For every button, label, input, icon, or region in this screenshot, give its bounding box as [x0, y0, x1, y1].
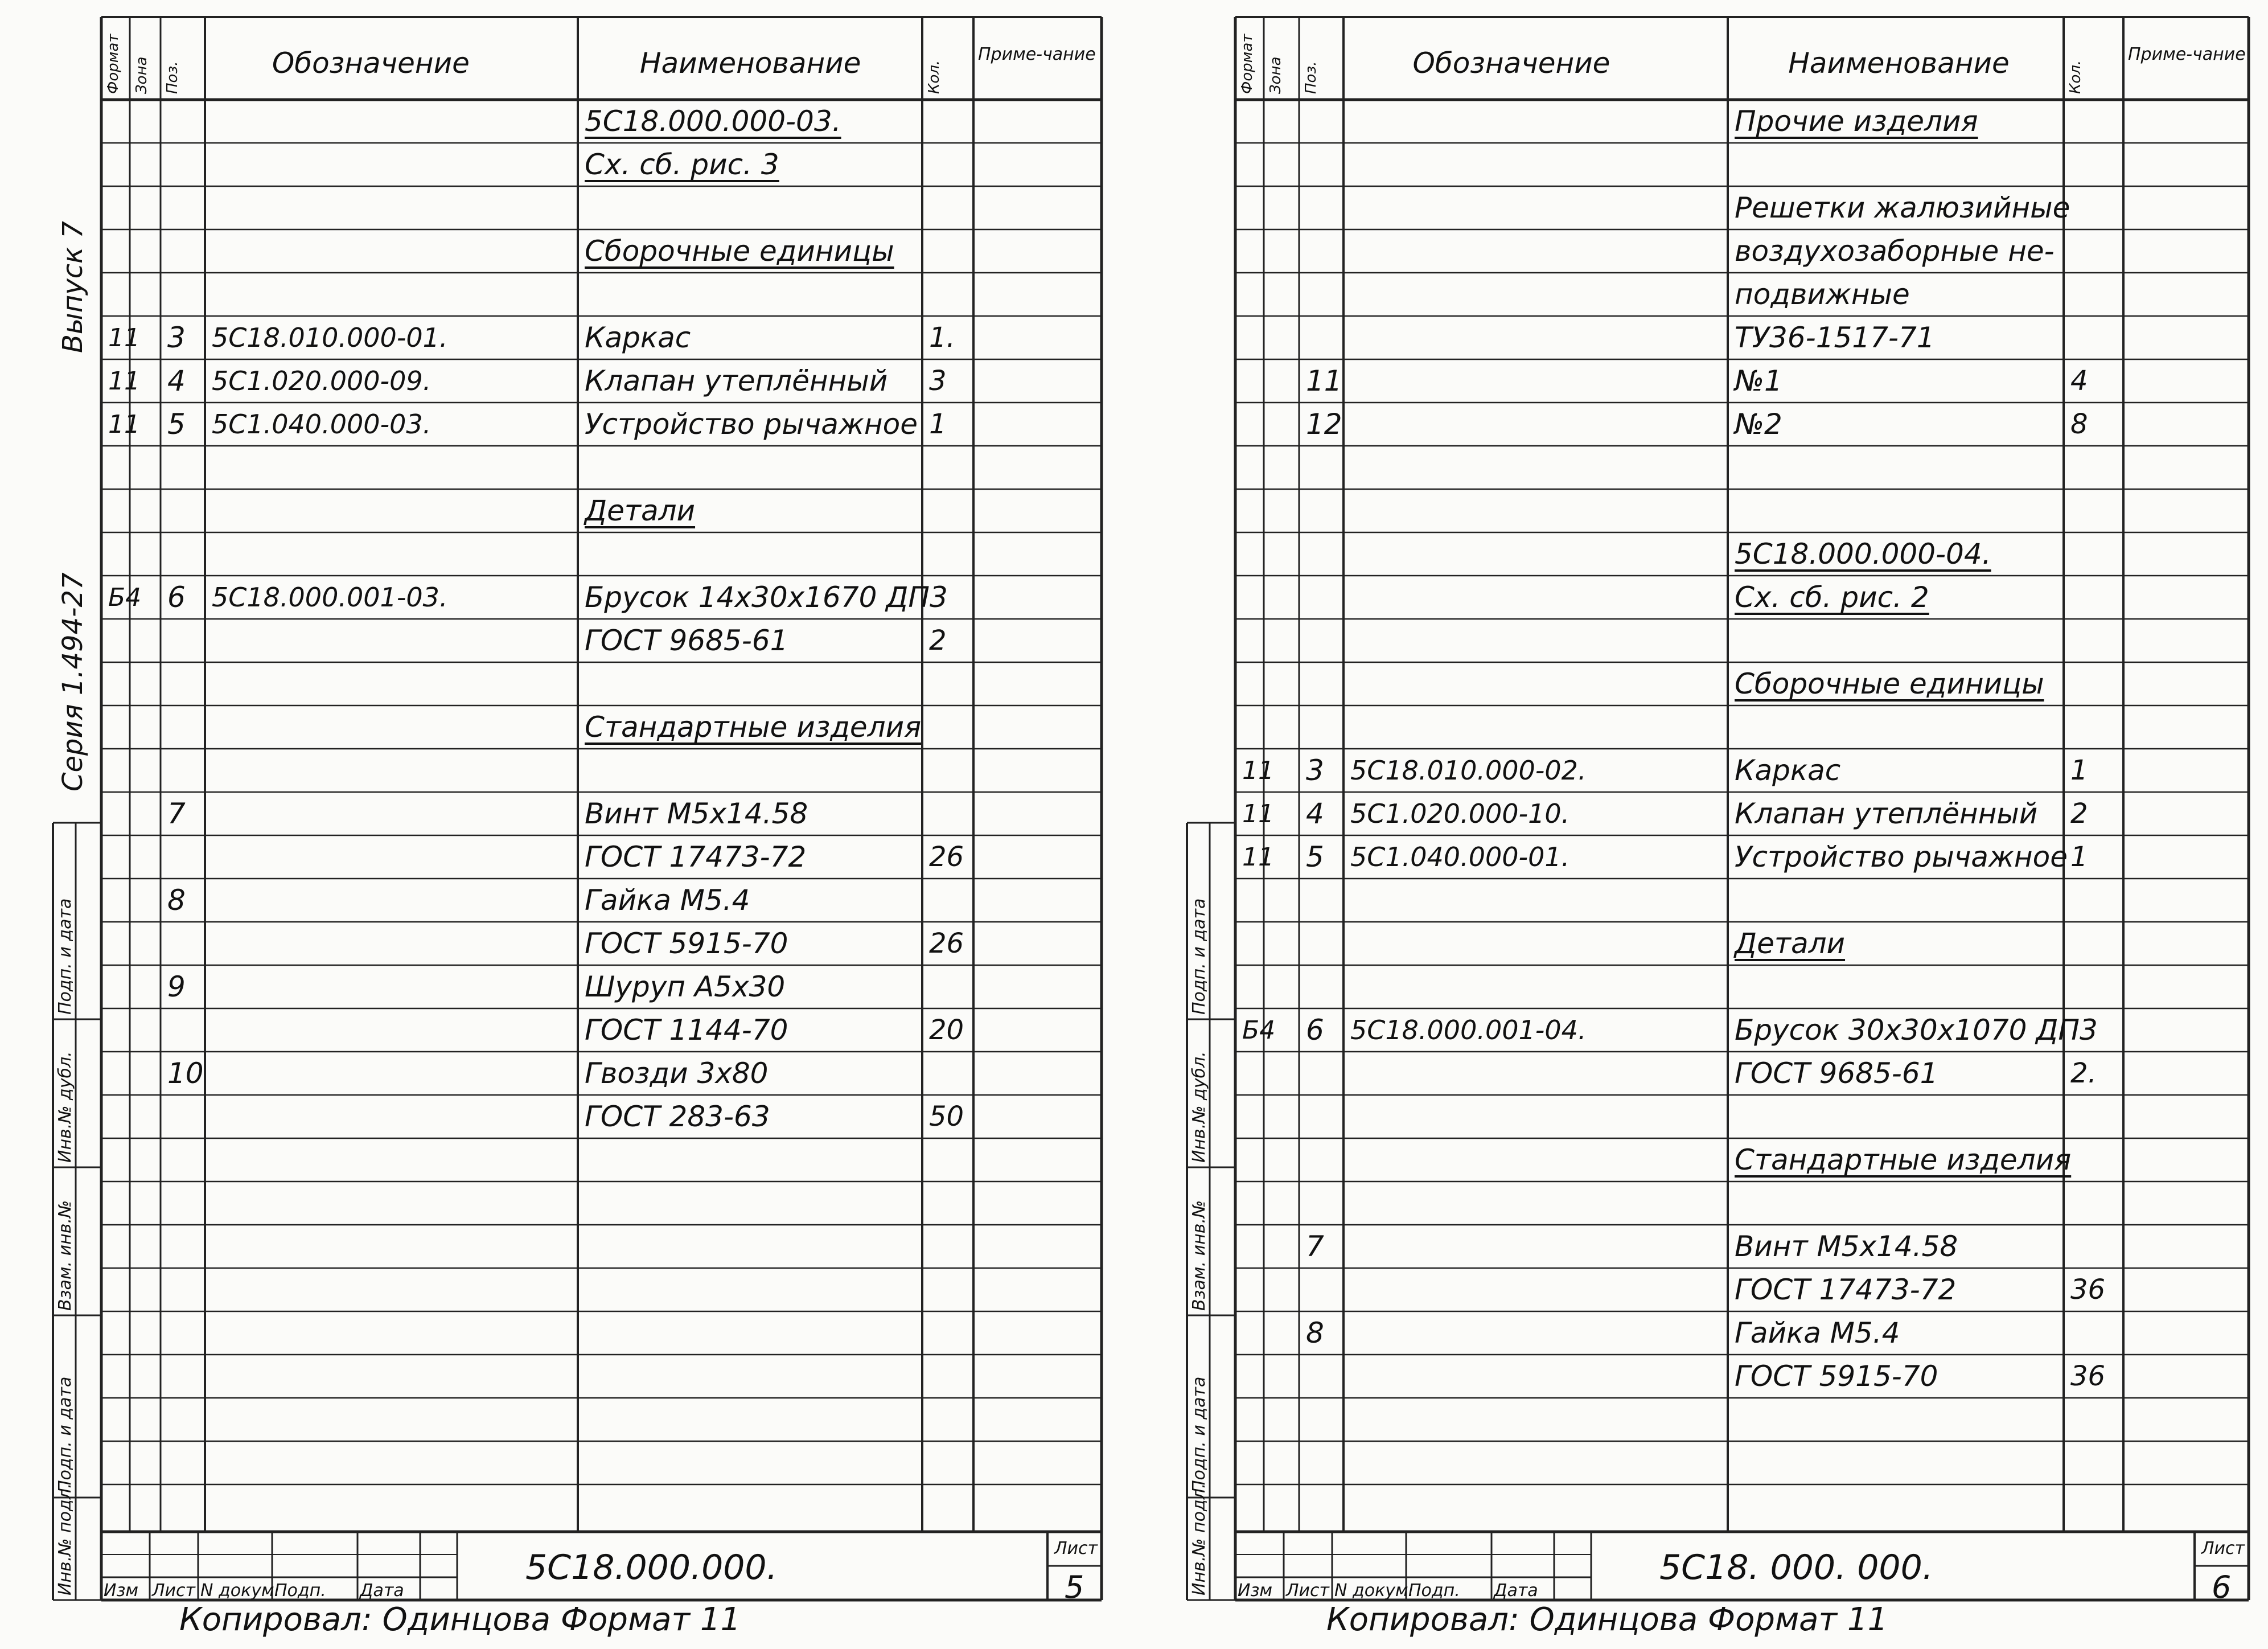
table-row	[1144, 359, 2260, 403]
cell-name: Брусок 30х30х1070 ДП3	[1735, 1014, 2098, 1047]
table-row	[1144, 1095, 2260, 1138]
cell-qty: 2	[929, 625, 947, 657]
cell-designation: 5С1.020.000-10.	[1350, 798, 1570, 829]
cell-pos: 7	[1306, 1230, 1324, 1263]
table-row	[1144, 1398, 2260, 1441]
stamp-col-label: Дата	[360, 1581, 404, 1601]
cell-qty: 20	[929, 1014, 964, 1046]
cell-name: Устройство рычажное	[585, 408, 918, 441]
side-label: Подп. и дата	[55, 898, 75, 1015]
left-spec-sheet	[0, 17, 1116, 1638]
cell-qty: 26	[929, 841, 964, 873]
cell-name: Винт М5х14.58	[585, 797, 808, 830]
cell-designation: 5С1.020.000-09.	[212, 366, 432, 396]
table-row	[0, 879, 1116, 922]
table-row	[1144, 143, 2260, 186]
stamp-col-label: Изм	[104, 1581, 139, 1601]
table-row	[1144, 1311, 2260, 1355]
cell-name: Решетки жалюзийные	[1735, 191, 2070, 224]
table-row	[0, 1095, 1116, 1138]
cell-qty: 3	[929, 365, 947, 397]
cell-name: Шуруп А5х30	[585, 970, 786, 1003]
table-row	[0, 1311, 1116, 1355]
table-row	[0, 705, 1116, 749]
cell-qty: 36	[2070, 1274, 2106, 1306]
cell-qty: 2.	[2070, 1057, 2097, 1089]
side-label: Подп. и дата	[1189, 898, 1209, 1015]
cell-name: ГОСТ 5915-70	[1735, 1360, 1938, 1393]
cell-qty: 1	[929, 408, 947, 440]
cell-qty: 8	[2070, 408, 2088, 440]
cell-designation: 5С18.000.001-04.	[1350, 1015, 1587, 1045]
cell-pos: 6	[167, 581, 186, 614]
table-row	[0, 446, 1116, 489]
header-designation: Обозначение	[1412, 47, 1610, 80]
table-row	[1144, 446, 2260, 489]
stamp-sheet-label: Лист	[1054, 1539, 1098, 1558]
table-row	[0, 143, 1116, 186]
table-row	[1144, 965, 2260, 1008]
header-note: Приме-чание	[2128, 44, 2246, 64]
header-designation: Обозначение	[272, 47, 470, 80]
cell-designation: 5С18.010.000-01.	[212, 322, 448, 353]
table-row	[0, 359, 1116, 403]
table-row	[0, 662, 1116, 705]
table-row	[1144, 1182, 2260, 1225]
cell-pos: 5	[1306, 840, 1324, 873]
table-row	[1144, 1355, 2260, 1398]
copied-by-footer: Копировал: Одинцова Формат 11	[1326, 1601, 1888, 1638]
header-name: Наименование	[1788, 47, 2010, 80]
cell-name: Гайка М5.4	[1735, 1316, 1900, 1349]
table-row	[1144, 316, 2260, 359]
table-row	[1144, 1268, 2260, 1311]
cell-name: Детали	[1735, 927, 1846, 960]
table-row	[0, 1441, 1116, 1484]
cell-designation: 5С18.010.000-02.	[1350, 755, 1587, 786]
cell-pos: 5	[167, 408, 186, 441]
cell-name: ГОСТ 9685-61	[585, 624, 788, 657]
cell-name: Клапан утеплённый	[1735, 797, 2038, 830]
table-row	[0, 619, 1116, 662]
copied-by-footer: Копировал: Одинцова Формат 11	[179, 1601, 741, 1638]
cell-name: ГОСТ 5915-70	[585, 927, 788, 960]
cell-name: Сборочные единицы	[585, 235, 894, 268]
cell-name: Каркас	[1735, 754, 1841, 787]
table-row	[1144, 576, 2260, 619]
table-row	[1144, 1052, 2260, 1095]
cell-name: Клапан утеплённый	[585, 364, 888, 397]
cell-name: ТУ36-1517-71	[1735, 321, 1935, 354]
cell-name: подвижные	[1735, 278, 1910, 311]
cell-name: Устройство рычажное	[1735, 840, 2068, 873]
stamp-col-label: Лист	[152, 1581, 196, 1601]
stamp-col-label: N докум.	[1334, 1581, 1414, 1601]
side-label: Подп. и дата	[55, 1376, 75, 1493]
stamp-designation: 5С18.000.000.	[525, 1548, 778, 1588]
table-row	[1144, 619, 2260, 662]
cell-qty: 4	[2070, 365, 2088, 397]
table-row	[1144, 922, 2260, 965]
table-row	[0, 229, 1116, 273]
cell-qty: 1	[2070, 841, 2088, 873]
cell-name: Гайка М5.4	[585, 884, 750, 917]
table-row	[0, 1355, 1116, 1398]
table-row	[0, 1182, 1116, 1225]
cell-designation: 5С1.040.000-03.	[212, 409, 432, 440]
side-label: Инв.№ дубл.	[55, 1051, 75, 1163]
table-row	[1144, 489, 2260, 532]
table-row	[0, 1138, 1116, 1182]
table-row	[1144, 705, 2260, 749]
side-label: Инв.№ подл.	[55, 1483, 75, 1595]
cell-qty: 1	[2070, 754, 2088, 786]
cell-name: ГОСТ 283-63	[585, 1100, 770, 1133]
cell-name: 5С18.000.000-04.	[1735, 538, 1991, 571]
cell-pos: 4	[167, 364, 186, 397]
cell-pos: 12	[1306, 408, 1342, 441]
cell-name: №1	[1735, 364, 1782, 397]
cell-format: 11	[108, 323, 140, 352]
cell-pos: 8	[1306, 1316, 1324, 1349]
table-row	[1144, 879, 2260, 922]
table-row	[1144, 100, 2260, 143]
table-row	[0, 403, 1116, 446]
cell-name: воздухозаборные не-	[1735, 235, 2055, 268]
stamp-col-label: N докум.	[200, 1581, 280, 1601]
cell-name: Гвозди 3х80	[585, 1057, 769, 1090]
issue-annotation: Выпуск 7	[57, 221, 89, 353]
table-row	[0, 100, 1116, 143]
cell-pos: 3	[1306, 754, 1324, 787]
cell-name: ГОСТ 1144-70	[585, 1014, 788, 1047]
table-row	[1144, 662, 2260, 705]
cell-qty: 1.	[929, 322, 955, 354]
cell-name: ГОСТ 9685-61	[1735, 1057, 1938, 1090]
stamp-designation: 5С18. 000. 000.	[1659, 1548, 1933, 1588]
cell-pos: 9	[167, 970, 186, 1003]
header-pos: Поз.	[164, 61, 181, 94]
table-row	[1144, 1008, 2260, 1052]
cell-name: Детали	[585, 494, 696, 527]
side-label: Инв.№ дубл.	[1189, 1051, 1209, 1163]
cell-name: ГОСТ 17473-72	[585, 840, 807, 873]
cell-format: Б4	[108, 583, 142, 612]
cell-name: Прочие изделия	[1735, 105, 1978, 138]
stamp-col-label: Подп.	[274, 1581, 326, 1601]
table-row	[0, 576, 1116, 619]
table-row	[1144, 403, 2260, 446]
cell-qty: 26	[929, 928, 964, 959]
cell-pos: 6	[1306, 1014, 1324, 1047]
cell-name: Стандартные изделия	[585, 711, 922, 744]
cell-name: Брусок 14х30х1670 ДП3	[585, 581, 948, 614]
table-row	[1144, 229, 2260, 273]
cell-format: 11	[108, 409, 140, 439]
stamp-sheet-number: 5	[1065, 1569, 1084, 1605]
table-row	[0, 835, 1116, 879]
table-row	[1144, 186, 2260, 229]
right-spec-sheet	[1144, 17, 2260, 1638]
header-note: Приме-чание	[978, 44, 1096, 64]
cell-format: 11	[108, 366, 140, 396]
cell-name: ГОСТ 17473-72	[1735, 1273, 1957, 1306]
table-row	[0, 1052, 1116, 1095]
stamp-col-label: Лист	[1286, 1581, 1330, 1601]
table-row	[1144, 835, 2260, 879]
stamp-sheet-number: 6	[2212, 1569, 2232, 1605]
cell-designation: 5С18.000.001-03.	[212, 582, 448, 613]
cell-name: Сх. сб. рис. 2	[1735, 581, 1929, 614]
table-row	[1144, 532, 2260, 576]
cell-format: 11	[1242, 799, 1274, 828]
cell-qty: 50	[929, 1101, 964, 1133]
cell-name: Винт М5х14.58	[1735, 1230, 1958, 1263]
header-name: Наименование	[639, 47, 861, 80]
stamp-col-label: Подп.	[1408, 1581, 1460, 1601]
cell-name: Сборочные единицы	[1735, 667, 2044, 700]
table-row	[0, 749, 1116, 792]
cell-pos: 3	[167, 321, 186, 354]
cell-qty: 2	[2070, 798, 2088, 830]
table-row	[1144, 1441, 2260, 1484]
cell-qty: 36	[2070, 1360, 2106, 1392]
table-row	[0, 1398, 1116, 1441]
table-row	[0, 922, 1116, 965]
cell-pos: 7	[167, 797, 186, 830]
series-annotation: Серия 1.494-27	[57, 572, 89, 791]
table-row	[1144, 1225, 2260, 1268]
table-row	[1144, 749, 2260, 792]
cell-name: Сх. сб. рис. 3	[585, 148, 779, 181]
table-row	[0, 1268, 1116, 1311]
cell-name: Каркас	[585, 321, 691, 354]
table-row	[0, 489, 1116, 532]
table-row	[0, 792, 1116, 835]
cell-name: 5С18.000.000-03.	[585, 105, 841, 138]
header-zone: Зона	[133, 56, 150, 94]
header-zone: Зона	[1267, 56, 1284, 94]
stamp-col-label: Дата	[1494, 1581, 1538, 1601]
cell-format: Б4	[1242, 1015, 1276, 1045]
side-label: Инв.№ подл.	[1189, 1483, 1209, 1595]
header-pos: Поз.	[1303, 61, 1320, 94]
header-format: Формат	[1239, 34, 1256, 94]
cell-name: Стандартные изделия	[1735, 1143, 2072, 1176]
table-row	[0, 1225, 1116, 1268]
cell-format: 11	[1242, 756, 1274, 785]
header-qty: Кол.	[2067, 60, 2084, 94]
stamp-sheet-label: Лист	[2201, 1539, 2245, 1558]
cell-designation: 5С1.040.000-01.	[1350, 842, 1570, 872]
table-row	[1144, 792, 2260, 835]
cell-pos: 4	[1306, 797, 1324, 830]
cell-pos: 8	[167, 884, 186, 917]
table-row	[1144, 273, 2260, 316]
stamp-col-label: Изм	[1238, 1581, 1273, 1601]
cell-pos: 11	[1306, 364, 1342, 397]
cell-name: №2	[1735, 408, 1782, 441]
table-row	[0, 532, 1116, 576]
side-label: Подп. и дата	[1189, 1376, 1209, 1493]
table-row	[1144, 1138, 2260, 1182]
table-row	[0, 965, 1116, 1008]
cell-pos: 10	[167, 1057, 204, 1090]
header-format: Формат	[105, 34, 122, 94]
table-row	[0, 316, 1116, 359]
table-row	[0, 1008, 1116, 1052]
side-label: Взам. инв.№	[1189, 1200, 1209, 1311]
cell-format: 11	[1242, 842, 1274, 872]
side-label: Взам. инв.№	[55, 1200, 75, 1311]
table-row	[0, 186, 1116, 229]
table-row	[0, 273, 1116, 316]
header-qty: Кол.	[926, 60, 943, 94]
